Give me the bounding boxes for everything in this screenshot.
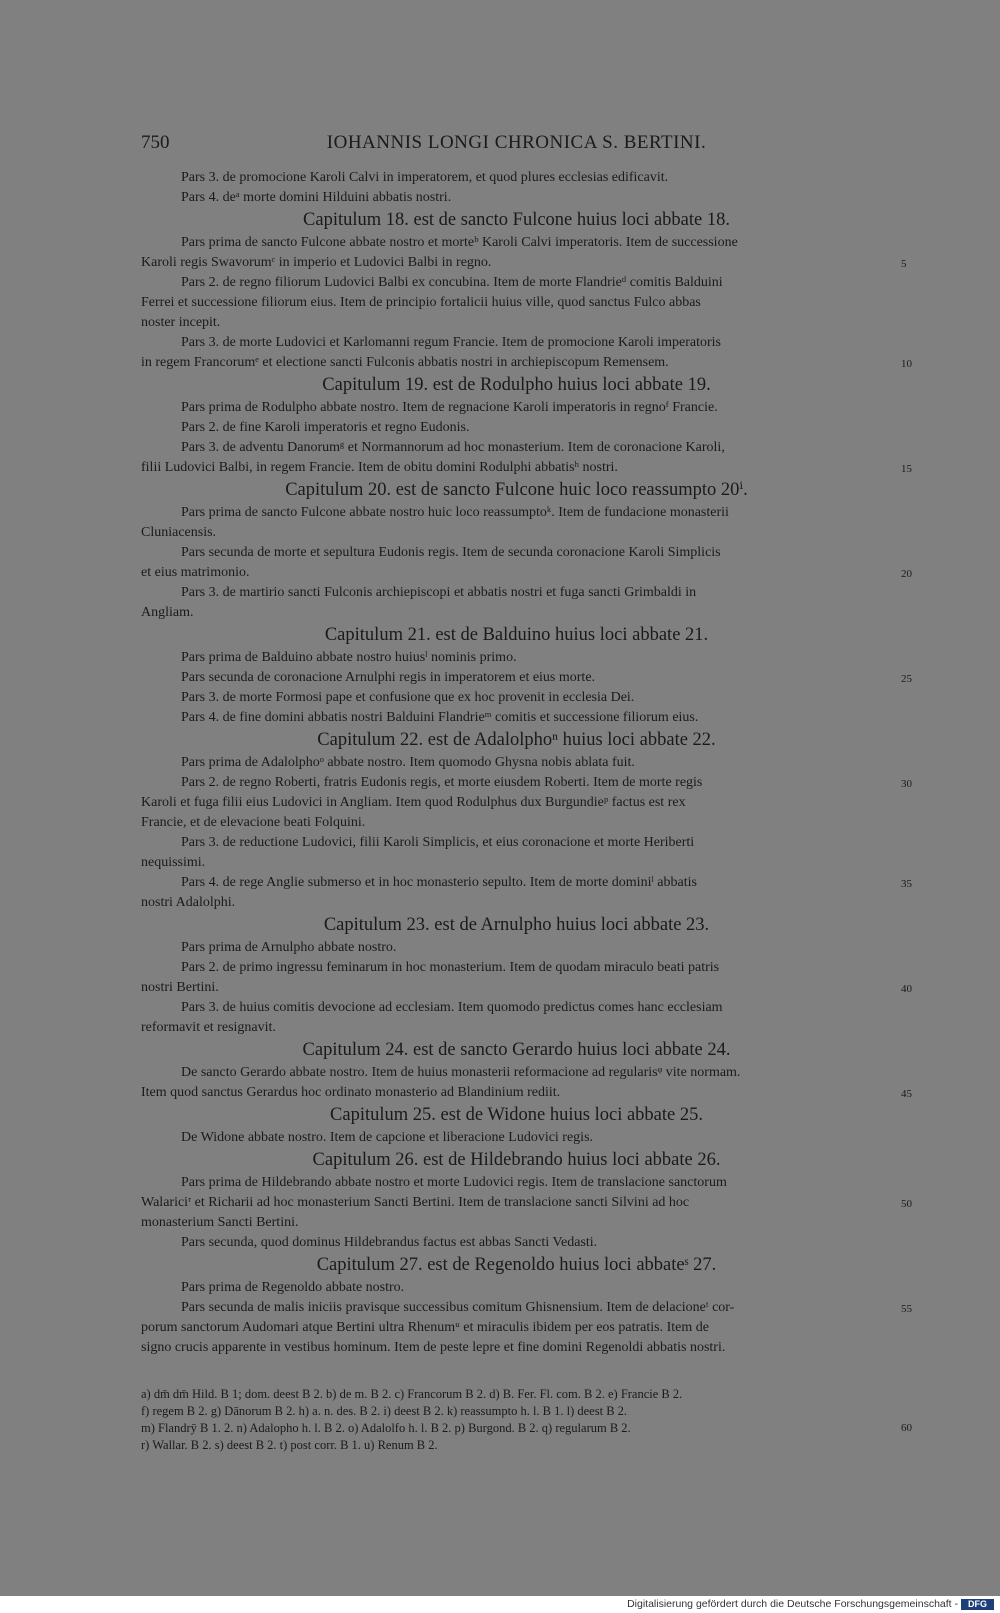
line-text: Karoli et fuga filii eius Ludovici in Angliam. Item quod Rodulphus dux Burgundieᵖ factus est rex [141, 795, 686, 810]
text-line [141, 188, 892, 208]
line-number: 40 [901, 983, 912, 995]
line-number: 20 [901, 568, 912, 580]
text-line [141, 603, 892, 623]
line-text: Karoli regis Swavorumᶜ in imperio et Ludovici Balbi in regno. [141, 255, 492, 270]
line-text: Pars 2. de regno filiorum Ludovici Balbi ex concubina. Item de morte Flandrieᵈ comitis Balduini [181, 275, 723, 290]
line-text: r) Wallar. B 2. s) deest B 2. t) post corr. B 1. u) Renum B 2. [141, 1438, 438, 1452]
footnote-line [141, 1386, 892, 1403]
text-line [141, 1318, 892, 1338]
text-line [141, 668, 912, 688]
critical-apparatus [141, 1386, 912, 1454]
text-line [141, 1128, 892, 1148]
line-text: Pars prima de sancto Fulcone abbate nostro huic loco reassumptoᵏ. Item de fundacione monasterii [181, 505, 729, 520]
line-number: 60 [901, 1422, 912, 1434]
line-text: Pars prima de Rodulpho abbate nostro. Item de regnacione Karoli imperatoris in regnoᶠ Francie. [181, 400, 718, 415]
text-line [141, 938, 892, 958]
text-line [141, 563, 912, 583]
line-text: noster incepit. [141, 315, 221, 330]
text-line [141, 1298, 912, 1318]
text-line [141, 688, 892, 708]
line-text: Angliam. [141, 605, 194, 620]
line-text: reformavit et resignavit. [141, 1020, 276, 1035]
line-text: Pars 3. de martirio sancti Fulconis archiepiscopi et abbatis nostri et fuga sancti Grimbaldi in [181, 585, 697, 600]
text-line [141, 313, 892, 333]
line-text: nostri Bertini. [141, 980, 219, 995]
page-header [141, 132, 892, 158]
line-text: Pars secunda, quod dominus Hildebrandus factus est abbas Sancti Vedasti. [181, 1235, 598, 1250]
text-line [141, 853, 892, 873]
text-line [141, 353, 912, 373]
line-text: in regem Francorumᵉ et electione sancti Fulconis abbatis nostri in archiepiscopum Remensem. [141, 355, 669, 370]
text-line [141, 893, 892, 913]
line-text: Capitulum 20. est de sancto Fulcone huic loco reassumpto 20ⁱ. [285, 480, 748, 500]
text-line [141, 233, 892, 253]
text-line [141, 873, 912, 893]
line-text: Pars 4. deᵃ morte domini Hilduini abbatis nostri. [181, 190, 452, 205]
text-line [141, 1173, 892, 1193]
text-line [141, 1278, 892, 1298]
chapter-heading [141, 1038, 892, 1063]
line-text: Pars 3. de adventu Danorumᵍ et Normannorum ad hoc monasterium. Item de coronacione Karoli, [181, 440, 725, 455]
text-line [141, 168, 892, 188]
line-text: De sancto Gerardo abbate nostro. Item de huius monasterii reformacione ad regularisᵠ vite normam. [181, 1065, 741, 1080]
line-number: 25 [901, 673, 912, 685]
text-line [141, 1083, 912, 1103]
line-number: 15 [901, 463, 912, 475]
line-text: Pars 4. de rege Anglie submerso et in hoc monasterio sepulto. Item de morte dominiˡ abbatis [181, 875, 697, 890]
line-text: porum sanctorum Audomari atque Bertini ultra Rhenumᵘ et miraculis ibidem per eos patratis. Item de [141, 1320, 709, 1335]
line-text: Pars prima de Balduino abbate nostro huiusˡ nominis primo. [181, 650, 517, 665]
text-line [141, 998, 892, 1018]
line-text: f) regem B 2. g) Dānorum B 2. h) a. n. des. B 2. i) deest B 2. k) reassumpto h. l. B 1. l) deest B 2. [141, 1404, 628, 1418]
text-line [141, 293, 892, 313]
text-line [141, 1063, 892, 1083]
line-text: Ferrei et successione filiorum eius. Item de principio fortalicii huius ville, quod sanctus Fulco abbas [141, 295, 701, 310]
text-line [141, 833, 892, 853]
text-line [141, 503, 892, 523]
line-text: Pars secunda de coronacione Arnulphi regis in imperatorem et eius morte. [181, 670, 596, 685]
line-number: 45 [901, 1088, 912, 1100]
line-text: monasterium Sancti Bertini. [141, 1215, 299, 1230]
text-line [141, 583, 892, 603]
chapter-heading [141, 1103, 892, 1128]
line-number: 5 [901, 258, 907, 270]
line-text: m) Flandrȳ B 1. 2. n) Adalopho h. l. B 2. o) Adalolfo h. l. B 2. p) Burgond. B 2. q) regularum B 2. [141, 1421, 631, 1435]
line-text: Capitulum 21. est de Balduino huius loci abbate 21. [324, 625, 709, 645]
page-number: 750 [141, 132, 170, 153]
line-text: Pars prima de Hildebrando abbate nostro et morte Ludovici regis. Item de translacione sanctorum [181, 1175, 727, 1190]
line-number: 35 [901, 878, 912, 890]
text-line [141, 1233, 892, 1253]
text-line [141, 273, 892, 293]
line-number: 50 [901, 1198, 912, 1210]
footnote-line [141, 1437, 892, 1454]
chapter-heading [141, 913, 892, 938]
chapter-heading [141, 373, 892, 398]
line-text: Capitulum 19. est de Rodulpho huius loci abbate 19. [322, 375, 711, 395]
text-line [141, 458, 912, 478]
line-text: Pars 2. de fine Karoli imperatoris et regno Eudonis. [181, 420, 470, 435]
line-text: Cluniacensis. [141, 525, 217, 540]
line-text: signo crucis apparente in vestibus hominum. Item de peste lepre et fine domini Regenoldi abbatis nostri. [141, 1340, 726, 1355]
line-text: Francie, et de elevacione beati Folquini. [141, 815, 366, 830]
line-text: filii Ludovici Balbi, in regem Francie. Item de obitu domini Rodulphi abbatisʰ nostri. [141, 460, 618, 475]
line-text: Pars 3. de huius comitis devocione ad ecclesiam. Item quomodo predictus comes hanc ecclesiam [181, 1000, 723, 1015]
line-text: Capitulum 26. est de Hildebrando huius loci abbate 26. [312, 1150, 721, 1170]
line-text: Pars 3. de promocione Karoli Calvi in imperatorem, et quod plures ecclesias edificavit. [181, 170, 669, 185]
line-number: 55 [901, 1303, 912, 1315]
running-title: IOHANNIS LONGI CHRONICA S. BERTINI. [326, 132, 707, 153]
digitization-credit-bar [0, 1596, 1000, 1613]
text-line [141, 543, 892, 563]
text-line [141, 958, 892, 978]
line-text: De Widone abbate nostro. Item de capcione et liberacione Ludovici regis. [181, 1130, 594, 1145]
text-line [141, 648, 892, 668]
footnote-line [141, 1403, 892, 1420]
text-line [141, 793, 892, 813]
line-text: Pars prima de Arnulpho abbate nostro. [181, 940, 397, 955]
text-line [141, 333, 892, 353]
line-text: Pars 3. de reductione Ludovici, filii Karoli Simplicis, et eius coronacione et morte Heriberti [181, 835, 695, 850]
line-text: Capitulum 24. est de sancto Gerardo huius loci abbate 24. [302, 1040, 731, 1060]
line-text: Walariciʳ et Richarii ad hoc monasterium Sancti Bertini. Item de translacione sancti Silvini ad hoc [141, 1195, 690, 1210]
text-line [141, 1338, 892, 1358]
line-text: Pars 2. de primo ingressu feminarum in hoc monasterium. Item de quodam miraculo beati patris [181, 960, 720, 975]
text-line [141, 398, 892, 418]
dfg-logo: DFG [961, 1599, 994, 1610]
text-line [141, 1213, 892, 1233]
line-text: Capitulum 27. est de Regenoldo huius loci abbateˢ 27. [316, 1255, 717, 1275]
line-text: Pars prima de Adalolphoᵒ abbate nostro. Item quomodo Ghysna nobis ablata fuit. [181, 755, 635, 770]
chapter-heading [141, 728, 892, 753]
credit-text: Digitalisierung gefördert durch die Deutsche Forschungsgemeinschaft - [627, 1598, 958, 1610]
line-number: 10 [901, 358, 912, 370]
line-text: Capitulum 18. est de sancto Fulcone huius loci abbate 18. [303, 210, 730, 230]
footnote-line [141, 1420, 912, 1437]
text-line [141, 1193, 912, 1213]
line-text: nequissimi. [141, 855, 206, 870]
chronicle-text [141, 168, 912, 1358]
line-text: Pars secunda de malis iniciis pravisque successibus comitum Ghisnensium. Item de delacioneᵗ cor- [181, 1300, 735, 1315]
line-text: nostri Adalolphi. [141, 895, 236, 910]
line-text: Pars 3. de morte Formosi pape et confusione que ex hoc provenit in ecclesia Dei. [181, 690, 635, 705]
line-text: Pars 4. de fine domini abbatis nostri Balduini Flandrieᵐ comitis et successione filiorum eius. [181, 710, 699, 725]
text-line [141, 438, 892, 458]
text-line [141, 813, 892, 833]
text-line [141, 978, 912, 998]
chapter-heading [141, 478, 892, 503]
chapter-heading [141, 623, 892, 648]
chapter-heading [141, 208, 892, 233]
line-text: Pars 2. de regno Roberti, fratris Eudonis regis, et morte eiusdem Roberti. Item de morte regis [181, 775, 703, 790]
text-line [141, 418, 892, 438]
line-number: 30 [901, 778, 912, 790]
text-line [141, 253, 907, 273]
text-line [141, 708, 892, 728]
line-text: a) dm̄ dm̄ Hild. B 1; dom. deest B 2. b) de m. B 2. c) Francorum B 2. d) B. Fer. Fl. com. B 2. e) Francie B 2. [141, 1387, 683, 1401]
line-text: Item quod sanctus Gerardus hoc ordinato monasterio ad Blandinium rediit. [141, 1085, 561, 1100]
line-text: Capitulum 22. est de Adalolphoⁿ huius loci abbate 22. [317, 730, 716, 750]
text-line [141, 773, 912, 793]
chapter-heading [141, 1253, 892, 1278]
text-line [141, 523, 892, 543]
line-text: et eius matrimonio. [141, 565, 250, 580]
chapter-heading [141, 1148, 892, 1173]
line-text: Capitulum 25. est de Widone huius loci abbate 25. [330, 1105, 703, 1125]
text-line [141, 1018, 892, 1038]
line-text: Pars secunda de morte et sepultura Eudonis regis. Item de secunda coronacione Karoli Simplicis [181, 545, 721, 560]
line-text: Pars prima de Regenoldo abbate nostro. [181, 1280, 405, 1295]
line-text: Pars 3. de morte Ludovici et Karlomanni regum Francie. Item de promocione Karoli imperatoris [181, 335, 722, 350]
line-text: Pars prima de sancto Fulcone abbate nostro et morteᵇ Karoli Calvi imperatoris. Item de successione [181, 235, 738, 250]
line-text: Capitulum 23. est de Arnulpho huius loci abbate 23. [323, 915, 710, 935]
text-line [141, 753, 892, 773]
